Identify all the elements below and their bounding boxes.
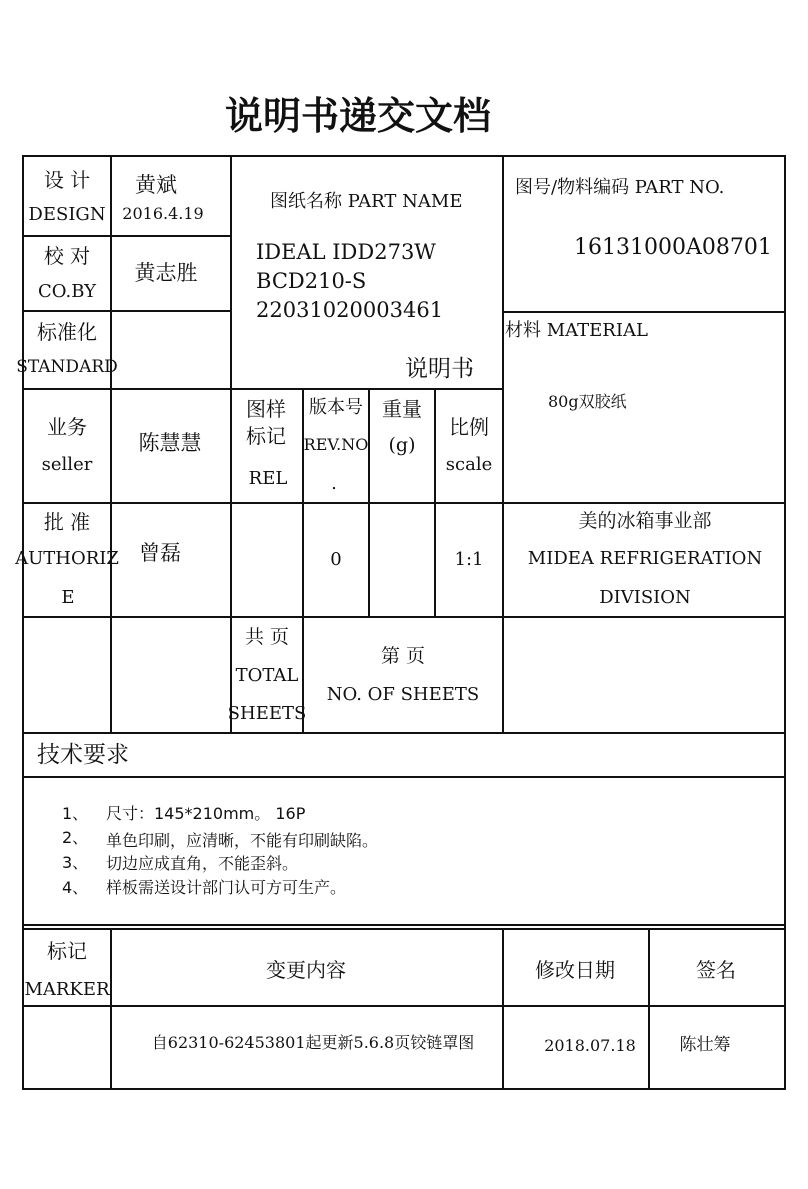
doc-type: 说明书 — [405, 356, 474, 382]
grid-line — [368, 388, 370, 617]
company-name-en-2: DIVISION — [599, 587, 691, 608]
total-label-en-1: TOTAL — [235, 665, 299, 686]
tech-item-num: 4、 — [62, 878, 89, 897]
authorize-label-en-1: AUTHORIZ — [15, 548, 119, 569]
grid-line — [648, 928, 650, 1089]
part-name-line: 22031020003461 — [256, 298, 444, 322]
tech-item-text: 尺寸：145*210mm。 16P — [106, 804, 306, 823]
authorize-label-cn: 批 准 — [43, 510, 91, 534]
part-name-line: IDEAL IDD273W — [256, 240, 436, 264]
rel-label-en: REL — [248, 468, 288, 489]
authorize-label-en-2: E — [61, 587, 75, 608]
design-name: 黄斌 — [135, 173, 177, 197]
design-label-cn: 设 计 — [43, 168, 91, 192]
grid-line — [22, 924, 785, 926]
authorize-name: 曾磊 — [139, 541, 181, 565]
grid-line — [22, 732, 785, 734]
rev-label-cn: 版本号 — [309, 397, 363, 418]
tech-item-num: 3、 — [62, 853, 89, 872]
rev-value: 0 — [330, 549, 342, 570]
frame-right — [784, 155, 786, 1090]
tech-item-num: 1、 — [62, 804, 89, 823]
grid-line — [502, 155, 504, 733]
part-no-label: 图号/物料编码 PART NO. — [515, 177, 725, 198]
check-name: 黄志胜 — [134, 261, 198, 285]
date-header: 修改日期 — [535, 958, 615, 982]
design-date: 2016.4.19 — [122, 204, 204, 223]
grid-line — [22, 928, 785, 930]
content-header: 变更内容 — [266, 958, 346, 982]
total-label-cn: 共 页 — [244, 626, 290, 648]
grid-line — [22, 776, 785, 778]
sign-header: 签名 — [696, 958, 736, 982]
rev-label-en-2: . — [331, 473, 337, 494]
scale-label-en: scale — [445, 454, 493, 475]
grid-line — [434, 388, 436, 617]
grid-line — [22, 616, 785, 618]
grid-line — [503, 311, 785, 313]
total-label-en-2: SHEETS — [227, 703, 307, 724]
grid-line — [110, 928, 112, 1089]
grid-line — [22, 502, 785, 504]
change-row-date: 2018.07.18 — [544, 1036, 636, 1055]
weight-label-cn: 重量 — [382, 397, 422, 421]
tech-item-num: 2、 — [62, 828, 89, 847]
check-label-en: CO.BY — [38, 281, 96, 302]
material-label: 材料 MATERIAL — [505, 320, 648, 341]
material-value: 80g双胶纸 — [548, 392, 627, 411]
tech-item-text: 单色印刷，应清晰，不能有印刷缺陷。 — [106, 831, 379, 850]
marker-header-cn: 标记 — [47, 939, 87, 963]
tech-heading: 技术要求 — [37, 742, 129, 768]
frame-top — [22, 155, 786, 157]
company-name-cn: 美的冰箱事业部 — [578, 510, 712, 532]
seller-label-cn: 业务 — [47, 415, 87, 439]
rel-label-cn-1: 图样 — [246, 397, 286, 421]
seller-label-en: seller — [41, 454, 93, 475]
standard-label-cn: 标准化 — [37, 320, 97, 344]
marker-header-en: MARKER — [24, 979, 110, 1000]
frame-left — [22, 155, 24, 1090]
part-no-value: 16131000A08701 — [574, 235, 772, 260]
page-title: 说明书递交文档 — [225, 94, 492, 138]
part-name-line: BCD210-S — [256, 269, 367, 293]
sheet-label-en: NO. OF SHEETS — [326, 684, 480, 705]
rel-label-cn-2: 标记 — [246, 424, 286, 448]
design-label-en: DESIGN — [28, 204, 106, 225]
change-row-content: 自62310-62453801起更新5.6.8页铰链罩图 — [151, 1033, 475, 1052]
grid-line — [22, 388, 503, 390]
sheet-label-cn: 第 页 — [380, 645, 426, 667]
grid-line — [502, 928, 504, 1089]
grid-line — [22, 310, 231, 312]
frame-bottom — [22, 1088, 786, 1090]
check-label-cn: 校 对 — [43, 244, 91, 268]
part-name-label: 图纸名称 PART NAME — [270, 191, 463, 212]
grid-line — [230, 155, 232, 733]
scale-value: 1:1 — [454, 549, 484, 570]
tech-item-text: 样板需送设计部门认可方可生产。 — [106, 878, 347, 897]
change-row-sign: 陈壮筹 — [679, 1035, 731, 1055]
rev-label-en-1: REV.NO — [303, 435, 369, 454]
tech-item-text: 切边应成直角，不能歪斜。 — [106, 854, 299, 873]
grid-line — [110, 155, 112, 733]
seller-name: 陈慧慧 — [138, 431, 202, 455]
standard-label-en: STANDARD — [16, 357, 118, 377]
grid-line — [22, 1005, 785, 1007]
company-name-en-1: MIDEA REFRIGERATION — [527, 548, 763, 569]
grid-line — [22, 235, 231, 237]
weight-label-en: (g) — [388, 434, 416, 456]
scale-label-cn: 比例 — [449, 415, 489, 439]
